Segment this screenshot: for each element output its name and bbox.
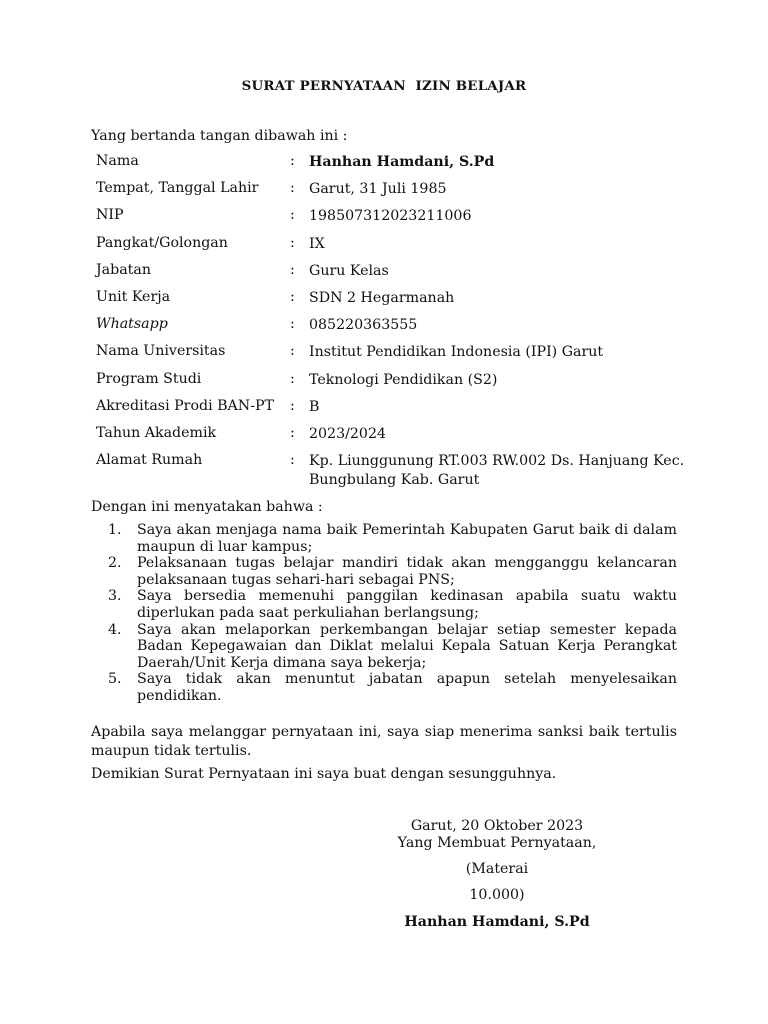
list-item (108, 555, 677, 588)
list-number: 4. (108, 621, 122, 638)
list-text: Pelaksanaan tugas belajar mandiri tidak akan mengganggu kelancaran pelaksanaan tugas sehari-hari sebagai PNS; (137, 555, 677, 588)
list-text: Saya bersedia memenuhi panggilan kedinasan apabila suatu waktu diperlukan pada saat perkuliahan berlangsung; (137, 588, 677, 621)
field-label: Program Studi (96, 370, 202, 387)
list-item (108, 588, 677, 621)
field-value: Hanhan Hamdani, S.Pd (309, 154, 495, 170)
field-label: Unit Kerja (96, 288, 171, 305)
field-value: IX (309, 235, 325, 252)
field-value: 198507312023211006 (309, 208, 472, 225)
field-colon: : (290, 153, 295, 169)
field-colon: : (290, 397, 295, 414)
field-value: 085220363555 (309, 317, 418, 334)
field-label: Tahun Akademik (96, 424, 217, 441)
field-label: Jabatan (96, 261, 151, 278)
stamp-placeholder-line1: (Materai (465, 861, 529, 877)
field-value: Institut Pendidikan Indonesia (IPI) Garut (309, 344, 604, 361)
field-label: Akreditasi Prodi BAN-PT (96, 397, 275, 414)
list-number: 1. (108, 522, 122, 538)
list-text: Saya akan melaporkan perkembangan belajar setiap semester kepada Badan Kepegawaian dan Diklat melalui Kepala Satuan Kerja Perangkat Daerah/Unit Kerja dimana saya bekerja; (137, 621, 677, 671)
field-colon: : (290, 261, 295, 278)
list-text: Saya tidak akan menuntut jabatan apapun setelah menyelesaikan pendidikan. (137, 671, 677, 704)
field-value: Kp. Liunggunung RT.003 RW.002 Ds. Hanjuang Kec. Bungbulang Kab. Garut (309, 453, 685, 489)
field-colon: : (290, 207, 295, 224)
field-colon: : (290, 316, 295, 333)
field-colon: : (290, 288, 295, 305)
signatory-name: Hanhan Hamdani, S.Pd (404, 914, 590, 930)
field-colon: : (290, 180, 295, 197)
closing-paragraph-statement: Demikian Surat Pernyataan ini saya buat dengan sesungguhnya. (91, 766, 557, 782)
signature-place-date: Garut, 20 Oktober 2023 (410, 818, 584, 834)
document-title: SURAT PERNYATAAN IZIN BELAJAR (241, 78, 527, 94)
list-item (108, 522, 677, 555)
list-text: Saya akan menjaga nama baik Pemerintah Kabupaten Garut baik di dalam maupun di luar kampus; (137, 522, 677, 555)
signature-role: Yang Membuat Pernyataan, (397, 835, 597, 851)
field-value: B (309, 398, 320, 415)
field-label: Alamat Rumah (96, 452, 203, 469)
closing-paragraph-sanction: Apabila saya melanggar pernyataan ini, saya siap menerima sanksi baik tertulis maupun tidak tertulis. (91, 724, 677, 759)
field-colon: : (290, 370, 295, 387)
stamp-placeholder-line2: 10.000) (469, 887, 525, 903)
intro-text: Yang bertanda tangan dibawah ini : (91, 128, 348, 144)
field-value: Teknologi Pendidikan (S2) (309, 371, 498, 388)
list-item (108, 671, 677, 704)
list-number: 5. (108, 671, 122, 688)
field-label: NIP (96, 207, 124, 224)
field-label: Pangkat/Golongan (96, 234, 228, 251)
list-item (108, 622, 677, 672)
signature-block (380, 818, 614, 931)
list-number: 2. (108, 555, 122, 572)
field-value: SDN 2 Hegarmanah (309, 289, 455, 306)
field-value: Garut, 31 Juli 1985 (309, 181, 447, 198)
field-label: Nama (96, 153, 139, 169)
field-colon: : (290, 424, 295, 441)
field-colon: : (290, 343, 295, 360)
field-colon: : (290, 234, 295, 251)
field-label: Tempat, Tanggal Lahir (96, 180, 259, 197)
field-value: 2023/2024 (309, 425, 386, 442)
field-label: Nama Universitas (96, 343, 226, 360)
field-colon: : (290, 452, 295, 469)
statement-list (108, 522, 677, 705)
field-label: Whatsapp (96, 316, 168, 333)
list-number: 3. (108, 588, 122, 605)
statement-lead: Dengan ini menyatakan bahwa : (91, 499, 323, 515)
field-value: Guru Kelas (309, 262, 389, 279)
